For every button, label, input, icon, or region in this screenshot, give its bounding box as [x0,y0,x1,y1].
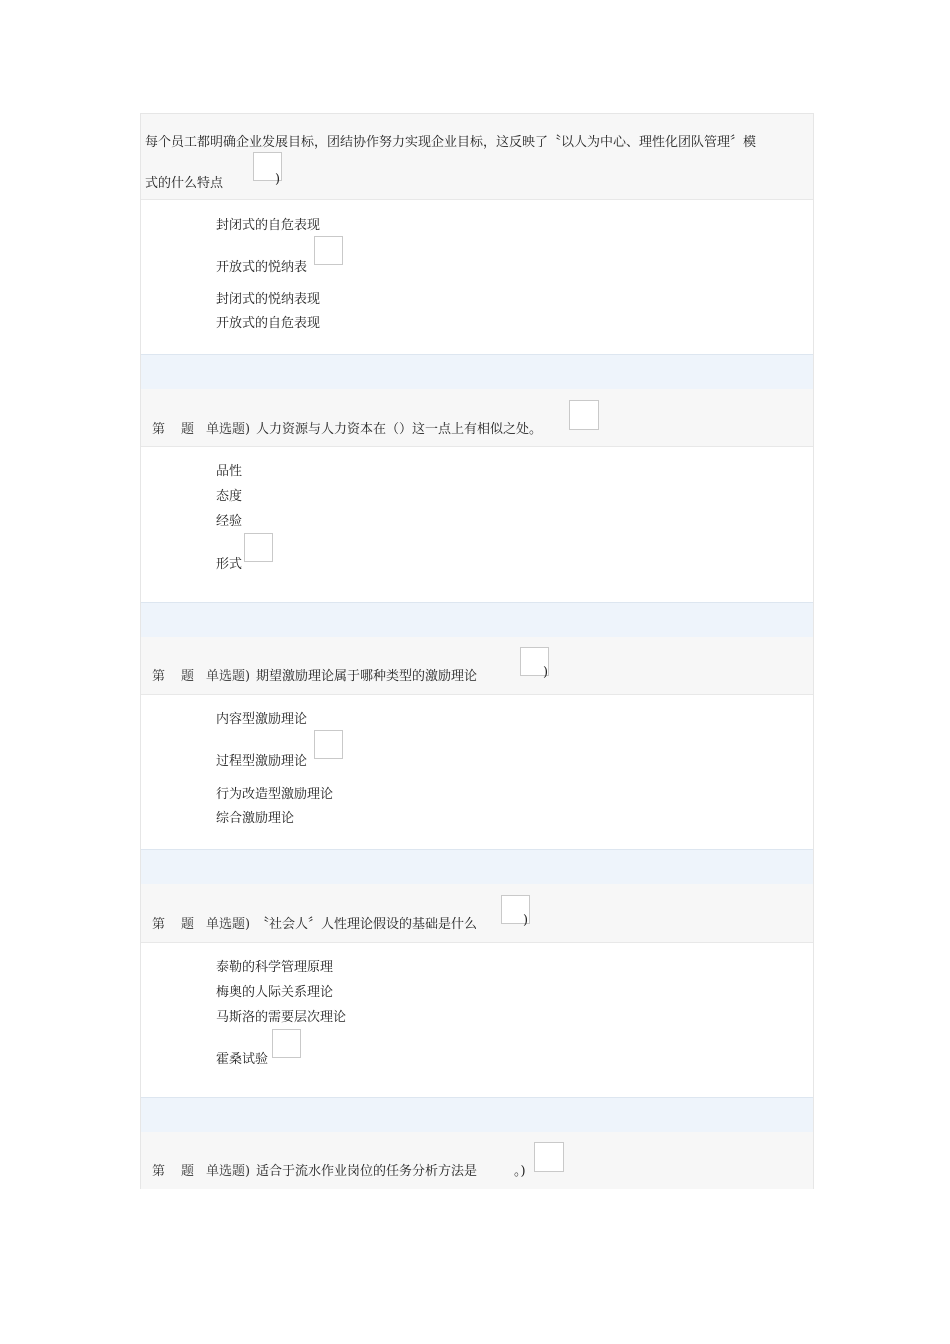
close-paren: 。) [514,1164,526,1179]
quiz-frame [140,113,814,1189]
option-item[interactable]: 综合激励理论 [216,811,295,826]
question-number-prefix: 第 [152,422,166,437]
question-number-suffix: 题 [181,917,195,932]
question-number-prefix: 第 [152,1164,166,1179]
option-item[interactable]: 封闭式的悦纳表现 [216,292,321,307]
question-header [141,884,813,943]
answer-box[interactable] [272,1029,301,1058]
option-item[interactable]: 行为改造型激励理论 [216,787,334,802]
answer-box[interactable] [244,533,273,562]
option-item[interactable]: 开放式的自危表现 [216,316,321,331]
option-item[interactable]: 封闭式的自危表现 [216,218,321,233]
option-item[interactable]: 梅奥的人际关系理论 [216,985,334,1000]
option-item[interactable]: 内容型激励理论 [216,712,308,727]
question-text: 式的什么特点 [145,176,224,191]
option-item[interactable]: 过程型激励理论 [216,754,308,769]
option-item[interactable]: 态度 [216,489,243,504]
question-header [141,389,813,447]
question-text: 适合于流水作业岗位的任务分析方法是 [256,1164,478,1179]
question-type: 单选题) [206,422,251,437]
answer-box[interactable] [314,730,343,759]
close-paren: ) [543,665,549,680]
question-text: 〝社会人〞人性理论假设的基础是什么 [256,917,478,932]
section-separator [141,849,813,885]
question-header [141,114,813,200]
option-item[interactable]: 品性 [216,464,243,479]
question-number-prefix: 第 [152,669,166,684]
section-separator [141,1097,813,1133]
option-item[interactable]: 霍桑试验 [216,1052,269,1067]
question-text: 期望激励理论属于哪种类型的激励理论 [256,669,478,684]
question-number-suffix: 题 [181,669,195,684]
question-number-prefix: 第 [152,917,166,932]
option-item[interactable]: 形式 [216,557,243,572]
option-item[interactable]: 泰勒的科学管理原理 [216,960,334,975]
question-header [141,637,813,695]
answer-box[interactable] [314,236,343,265]
option-item[interactable]: 开放式的悦纳表 [216,260,308,275]
answer-box[interactable] [534,1142,564,1172]
option-item[interactable]: 经验 [216,514,243,529]
answer-box[interactable] [569,400,599,430]
question-type: 单选题) [206,917,251,932]
question-type: 单选题) [206,669,251,684]
option-item[interactable]: 马斯洛的需要层次理论 [216,1010,347,1025]
question-text: 人力资源与人力资本在（）这一点上有相似之处。 [256,422,543,437]
question-header [141,1132,813,1189]
section-separator [141,602,813,638]
question-number-suffix: 题 [181,1164,195,1179]
question-text: 每个员工都明确企业发展目标，团结协作努力实现企业目标，这反映了〝以人为中心、理性化团队管理〞模 [145,135,757,150]
section-separator [141,354,813,390]
question-type: 单选题) [206,1164,251,1179]
close-paren: ) [275,172,281,187]
question-number-suffix: 题 [181,422,195,437]
close-paren: ) [523,913,529,928]
